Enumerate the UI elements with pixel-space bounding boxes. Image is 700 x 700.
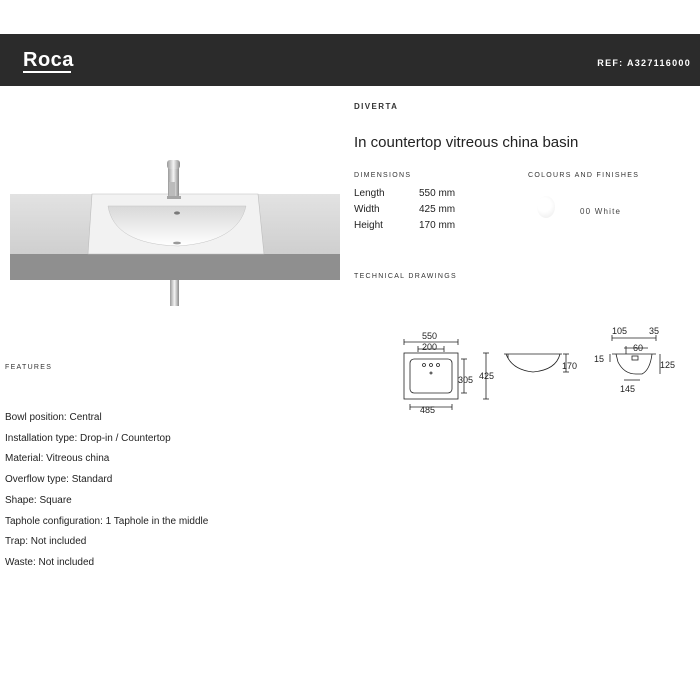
dimensions-heading: DIMENSIONS xyxy=(354,172,412,179)
feature-item: Waste: Not included xyxy=(5,556,95,568)
front-view xyxy=(504,354,569,372)
tap-lever xyxy=(167,160,180,169)
drain xyxy=(173,242,181,245)
dimension-name: Width xyxy=(354,204,380,215)
dim-side-35: 35 xyxy=(649,326,660,336)
technical-drawings-heading: TECHNICAL DRAWINGS xyxy=(354,273,457,280)
overflow-hole xyxy=(174,211,180,214)
colours-heading: COLOURS AND FINISHES xyxy=(528,172,640,179)
technical-drawing xyxy=(390,318,676,428)
feature-item: Taphole configuration: 1 Taphole in the middle xyxy=(5,515,209,527)
colour-name: 00 White xyxy=(580,207,622,216)
dimension-name: Height xyxy=(354,220,383,231)
brand-logo: Roca xyxy=(23,49,74,71)
dim-total-depth: 425 xyxy=(479,371,495,381)
features-list xyxy=(5,408,208,574)
feature-item: Installation type: Drop-in / Countertop xyxy=(5,432,171,444)
reference-code: REF: A327116000 xyxy=(597,58,691,68)
dim-inner-width: 485 xyxy=(420,405,436,415)
side-view xyxy=(610,335,660,380)
product-series: DIVERTA xyxy=(354,102,399,111)
feature-item: Overflow type: Standard xyxy=(5,474,113,486)
dimension-value: 550 mm xyxy=(419,188,456,199)
dimension-value: 425 mm xyxy=(419,204,456,215)
dim-total-width: 550 xyxy=(422,331,438,341)
dimensions-table xyxy=(354,186,455,234)
feature-item: Trap: Not included xyxy=(5,536,87,548)
top-view xyxy=(404,339,489,410)
product-title: In countertop vitreous china basin xyxy=(354,134,579,151)
header-bar xyxy=(0,34,700,86)
dimension-row xyxy=(354,202,455,218)
dimension-value: 170 mm xyxy=(419,220,456,231)
dim-tap-span: 200 xyxy=(422,342,438,352)
dim-side-145: 145 xyxy=(620,384,636,394)
dim-side-15: 15 xyxy=(594,354,605,364)
logo-underline xyxy=(23,71,71,73)
product-photo xyxy=(10,150,340,310)
dim-side-125: 125 xyxy=(660,360,676,370)
dimension-row xyxy=(354,186,455,202)
dim-side-105: 105 xyxy=(612,326,628,336)
drain-pipe xyxy=(170,280,179,306)
colour-swatch-white[interactable] xyxy=(537,196,555,218)
feature-item: Bowl position: Central xyxy=(5,412,102,423)
countertop-edge xyxy=(10,254,340,280)
features-heading: FEATURES xyxy=(5,364,53,371)
dimension-name: Length xyxy=(354,188,385,199)
feature-item: Shape: Square xyxy=(5,494,72,506)
tap-spout xyxy=(169,182,175,196)
dim-inner-depth: 305 xyxy=(458,375,474,385)
feature-item: Material: Vitreous china xyxy=(5,453,110,465)
dimension-row xyxy=(354,218,455,234)
dim-height: 170 xyxy=(562,361,578,371)
dim-side-60: 60 xyxy=(633,343,644,353)
tap-shadow xyxy=(167,196,181,199)
